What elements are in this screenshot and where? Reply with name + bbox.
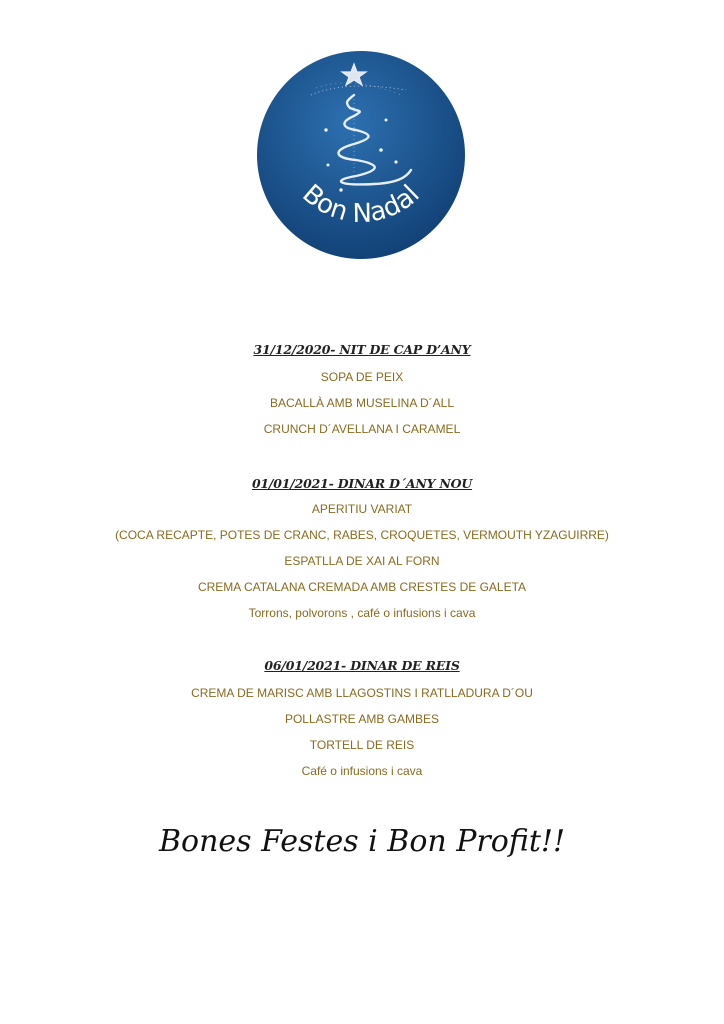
menu-heading: 01/01/2021- DINAR D´ANY NOU xyxy=(251,476,473,491)
menu-item: POLLASTRE AMB GAMBES xyxy=(284,712,440,726)
menu-item: ESPATLLA DE XAI AL FORN xyxy=(284,554,440,568)
logo-text: Bon Nadal xyxy=(296,178,426,229)
closing-greeting: Bones Festes i Bon Profit!! xyxy=(158,824,566,859)
menu-item: Café o infusions i cava xyxy=(301,764,423,778)
menu-cap-dany xyxy=(0,340,724,442)
menu-item: CREMA DE MARISC AMB LLAGOSTINS I RATLLADURA D´OU xyxy=(191,686,533,700)
bon-nadal-logo xyxy=(256,50,466,260)
menu-item: Torrons, polvorons , café o infusions i cava xyxy=(248,606,476,620)
menu-any-nou xyxy=(0,474,724,626)
menu-heading: 31/12/2020- NIT DE CAP D’ANY xyxy=(253,342,471,357)
menu-item: BACALLÀ AMB MUSELINA D´ALL xyxy=(269,396,455,410)
menu-item: (COCA RECAPTE, POTES DE CRANC, RABES, CROQUETES, VERMOUTH YZAGUIRRE) xyxy=(115,528,609,542)
menu-dinar-reis xyxy=(0,656,724,784)
menu-item: SOPA DE PEIX xyxy=(320,370,404,384)
menu-item: TORTELL DE REIS xyxy=(309,738,415,752)
menu-item: CRUNCH D´AVELLANA I CARAMEL xyxy=(263,422,461,436)
menu-heading: 06/01/2021- DINAR DE REIS xyxy=(264,658,460,673)
menu-item: APERITIU VARIAT xyxy=(311,502,413,516)
menu-item: CREMA CATALANA CREMADA AMB CRESTES DE GALETA xyxy=(197,580,527,594)
